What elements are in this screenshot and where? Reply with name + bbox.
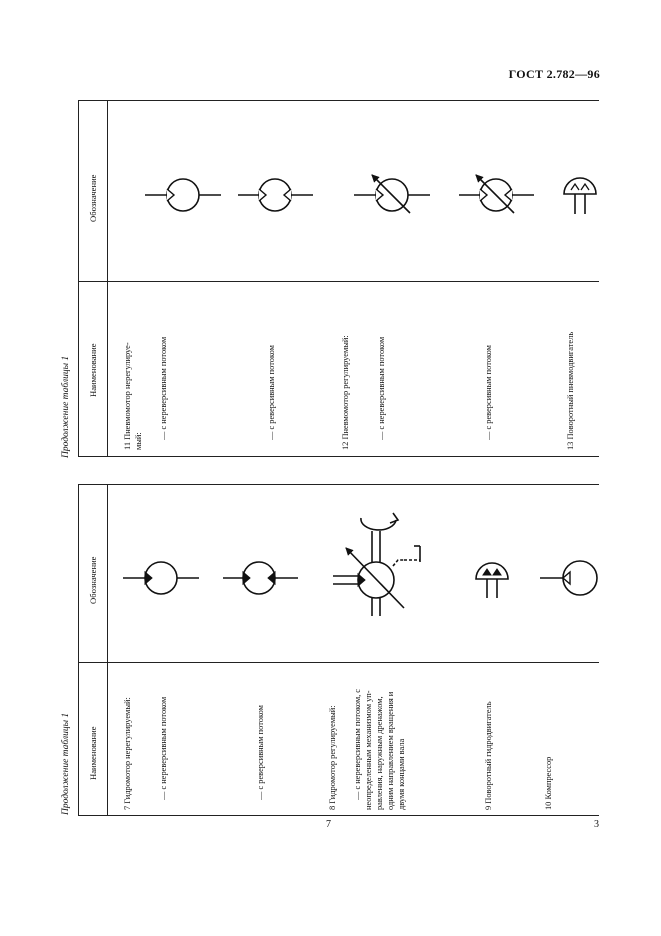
top-row-11-title-cont: мый: — [134, 432, 143, 450]
top-table-caption: Продолжение таблицы 1 — [61, 355, 71, 458]
hydraulic-motor-adjustable-icon — [333, 513, 420, 616]
top-row-11-sub-1: — с нереверсивным потоком — [159, 336, 168, 440]
bottom-row-7-title: 7 Гидромотор нерегулируемый: — [123, 697, 132, 810]
bottom-row-8-sub-line-5: двумя концами вала — [397, 738, 406, 810]
bottom-col-symbol-header: Обозначение — [88, 556, 98, 604]
top-row-11-sub-2: — с реверсивным потоком — [267, 345, 276, 440]
rotary-hydraulic-actuator-icon — [476, 563, 508, 598]
top-row-11-title: 11 Пневмомотор нерегулируе- — [123, 342, 132, 450]
bottom-row-10-title: 10 Компрессор — [544, 756, 553, 810]
bottom-row-8-sub-line-4: одним направлением вращения и — [386, 691, 395, 810]
bottom-row-8-sub-line-1: — с нереверсивным потоком, с — [353, 688, 362, 800]
hydraulic-motor-nonreversible-icon — [123, 562, 199, 594]
bottom-row-8-sub-line-3: равления, наружным дренажом, — [375, 696, 384, 810]
top-row-12-title: 12 Пневмомотор регулируемый: — [341, 335, 350, 450]
bottom-row-9-title: 9 Поворотный гидродвигатель — [484, 701, 493, 810]
page-number-right: 3 — [594, 819, 599, 830]
bottom-col-name-header: Наименование — [88, 726, 98, 780]
top-row-12-sub-1: — с нереверсивным потоком — [377, 336, 386, 440]
bottom-row-8-title: 8 Гидромотор регулируемый: — [328, 705, 337, 810]
hydraulic-motor-reversible-icon — [223, 562, 298, 594]
compressor-icon — [540, 561, 597, 595]
bottom-row-7-sub-1: — с нереверсивным потоком — [159, 696, 168, 800]
top-row-12-sub-2: — с реверсивным потоком — [484, 345, 493, 440]
top-col-name-header: Наименование — [88, 343, 98, 397]
bottom-row-8-sub-line-2: неопределенным механизмом уп- — [364, 690, 373, 810]
bottom-row-7-sub-2: — с реверсивным потоком — [256, 705, 265, 800]
top-col-symbol-header: Обозначение — [88, 174, 98, 222]
top-row-13-title: 13 Поворотный пневмодвигатель — [566, 331, 575, 450]
document-header: ГОСТ 2.782—96 — [508, 67, 600, 81]
page-number-center: 7 — [326, 819, 331, 830]
bottom-table-caption: Продолжение таблицы 1 — [61, 712, 71, 815]
